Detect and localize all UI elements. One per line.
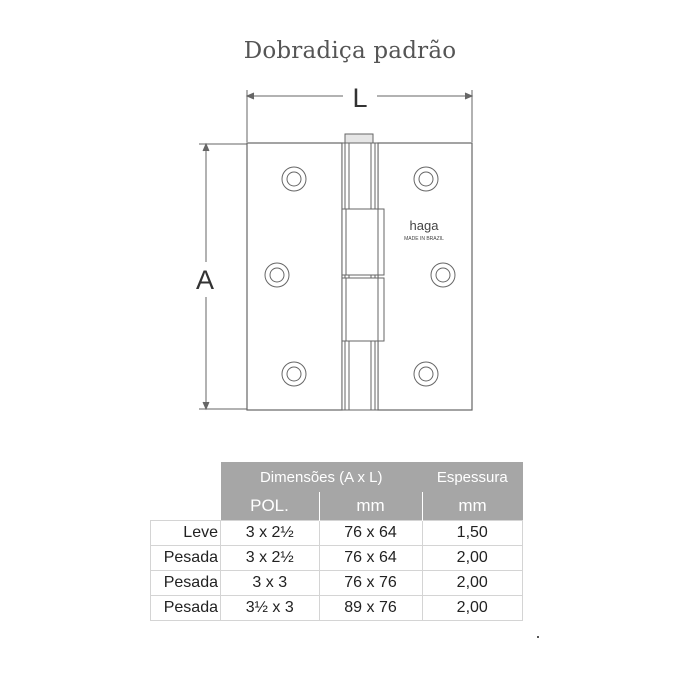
thickness-header: Espessura [422,462,523,492]
screw-hole [414,167,438,191]
unit-pol-header: POL. [221,492,320,521]
row-pol: 3½ x 3 [221,596,320,621]
table-row [151,571,523,596]
row-thickness: 1,50 [422,521,523,546]
row-pol: 3 x 3 [221,571,320,596]
row-type: Pesada [151,571,221,596]
brand-subtitle: MADE IN BRAZIL [404,236,444,242]
row-mm: 76 x 76 [319,571,422,596]
row-type: Pesada [151,546,221,571]
row-thickness: 2,00 [422,571,523,596]
table-header-row [151,462,523,492]
table-row [151,596,523,621]
stray-dot [537,636,539,638]
row-mm: 76 x 64 [319,521,422,546]
row-thickness: 2,00 [422,546,523,571]
table-row [151,521,523,546]
unit-thickness-header: mm [422,492,523,521]
screw-hole [265,263,289,287]
height-label: A [195,265,215,295]
dimensions-header: Dimensões (A x L) [221,462,423,492]
brand-logo: haga [409,218,439,233]
screw-hole [282,362,306,386]
table-row [151,546,523,571]
row-type: Leve [151,521,221,546]
table-unit-row [151,492,523,521]
screw-hole [414,362,438,386]
row-mm: 89 x 76 [319,596,422,621]
page-title: Dobradiça padrão [243,38,457,64]
hinge-knuckle [342,134,384,410]
width-label: L [352,83,368,113]
row-type: Pesada [151,596,221,621]
row-pol: 3 x 2½ [221,521,320,546]
unit-mm-header: mm [319,492,422,521]
dimensions-table [150,462,523,621]
screw-hole [282,167,306,191]
row-thickness: 2,00 [422,596,523,621]
screw-hole [431,263,455,287]
row-mm: 76 x 64 [319,546,422,571]
row-pol: 3 x 2½ [221,546,320,571]
